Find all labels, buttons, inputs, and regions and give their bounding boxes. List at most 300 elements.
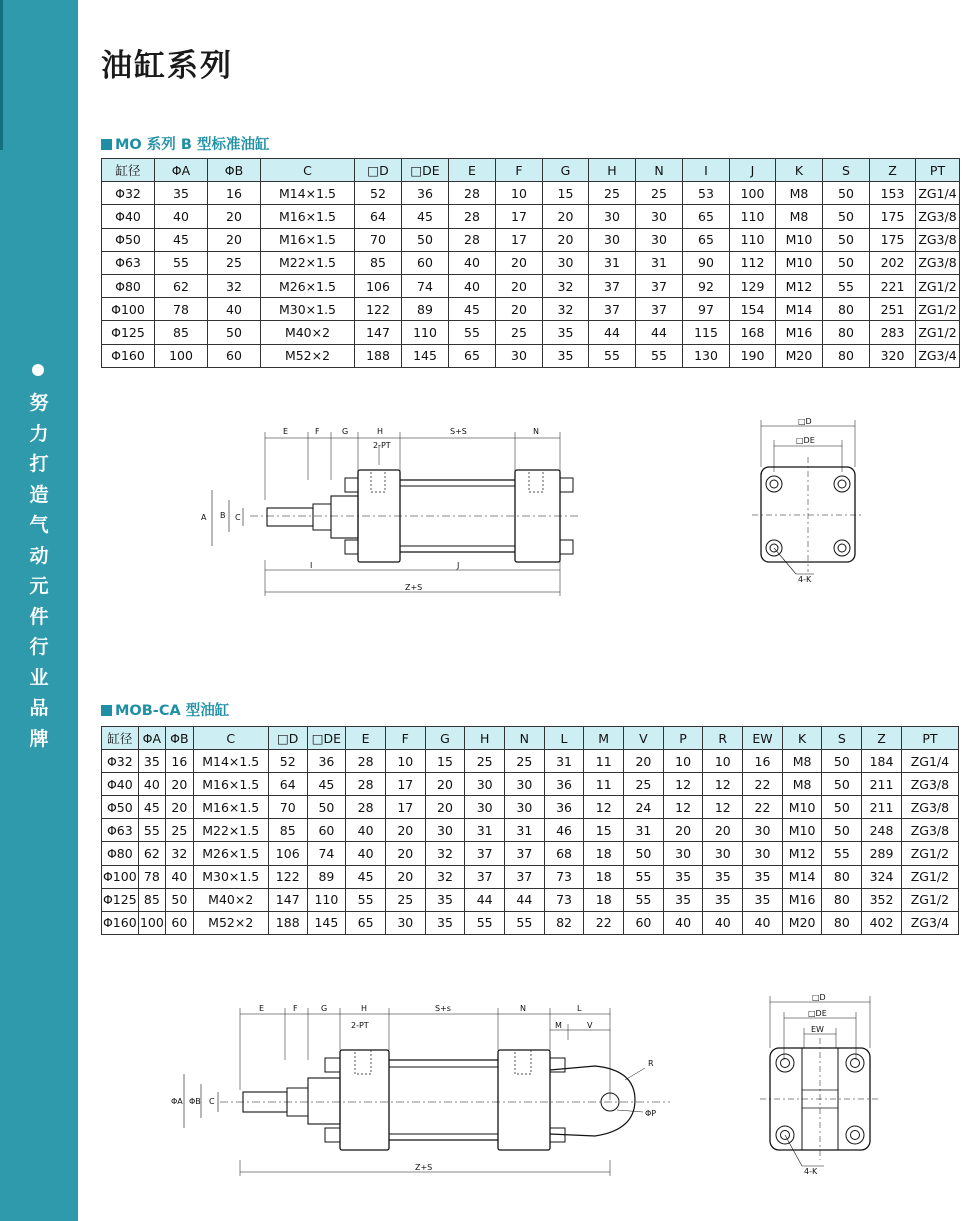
column-header: K bbox=[782, 727, 822, 750]
table-cell: 50 bbox=[402, 228, 449, 251]
table-cell: M8 bbox=[776, 205, 823, 228]
table-cell: 40 bbox=[449, 251, 496, 274]
table-cell: M8 bbox=[776, 182, 823, 205]
table-cell: 50 bbox=[166, 888, 193, 911]
table-cell: 20 bbox=[543, 228, 589, 251]
table-cell: M8 bbox=[782, 750, 822, 773]
table-cell: M30×1.5 bbox=[261, 298, 355, 321]
table-cell: 85 bbox=[355, 251, 402, 274]
table-cell: 55 bbox=[624, 888, 664, 911]
column-header: F bbox=[496, 159, 543, 182]
table-cell: 122 bbox=[268, 865, 307, 888]
table-cell: 65 bbox=[683, 205, 730, 228]
table-cell: 147 bbox=[355, 321, 402, 344]
table-cell: 18 bbox=[584, 865, 624, 888]
column-header: V bbox=[624, 727, 664, 750]
section1-title-text: MO 系列 B 型标准油缸 bbox=[115, 137, 270, 153]
table-cell: 50 bbox=[823, 228, 870, 251]
column-header: H bbox=[589, 159, 636, 182]
table-cell: 35 bbox=[663, 865, 703, 888]
table-cell: M10 bbox=[782, 819, 822, 842]
table-cell: 28 bbox=[449, 228, 496, 251]
table-cell: 24 bbox=[624, 796, 664, 819]
table-cell: 40 bbox=[138, 773, 165, 796]
mob-ca-side-view-drawing bbox=[165, 1000, 675, 1185]
table-cell: 35 bbox=[663, 888, 703, 911]
table-cell: 22 bbox=[743, 773, 783, 796]
table-cell: 18 bbox=[584, 842, 624, 865]
table-cell: 32 bbox=[425, 842, 465, 865]
table-cell: 92 bbox=[683, 274, 730, 297]
column-header: H bbox=[465, 727, 505, 750]
table-cell: M8 bbox=[782, 773, 822, 796]
table-cell: 55 bbox=[449, 321, 496, 344]
table-cell: Φ32 bbox=[102, 182, 155, 205]
table-cell: 37 bbox=[636, 298, 683, 321]
column-header: □DE bbox=[402, 159, 449, 182]
table-cell: 40 bbox=[346, 819, 386, 842]
column-header: EW bbox=[743, 727, 783, 750]
table-cell: 15 bbox=[425, 750, 465, 773]
dim-c-label: C bbox=[235, 513, 241, 522]
table-cell: 45 bbox=[402, 205, 449, 228]
table-cell: ZG1/2 bbox=[916, 298, 960, 321]
table-cell: ZG1/2 bbox=[901, 888, 958, 911]
table-cell: 25 bbox=[465, 750, 505, 773]
table-cell: 30 bbox=[636, 228, 683, 251]
table-cell: ZG3/4 bbox=[916, 344, 960, 367]
table-cell: 283 bbox=[870, 321, 916, 344]
table-row bbox=[102, 205, 960, 228]
table-cell: M16×1.5 bbox=[261, 205, 355, 228]
table-cell: 20 bbox=[166, 773, 193, 796]
table-cell: 153 bbox=[870, 182, 916, 205]
dim-b-label: B bbox=[220, 511, 226, 520]
dim-g-label: G bbox=[321, 1004, 328, 1013]
table-cell: 211 bbox=[862, 796, 902, 819]
dim-ew-label: EW bbox=[811, 1025, 824, 1034]
table-cell: ZG1/2 bbox=[916, 274, 960, 297]
table-cell: 55 bbox=[822, 842, 862, 865]
table-cell: 82 bbox=[544, 911, 584, 934]
table-cell: 20 bbox=[166, 796, 193, 819]
table-cell: 25 bbox=[385, 888, 425, 911]
column-header: M bbox=[584, 727, 624, 750]
table-row bbox=[102, 796, 959, 819]
table-cell: 18 bbox=[584, 888, 624, 911]
table-cell: 28 bbox=[346, 773, 386, 796]
table-cell: 28 bbox=[346, 796, 386, 819]
table-cell: 60 bbox=[166, 911, 193, 934]
table-cell: 110 bbox=[730, 228, 776, 251]
table-cell: ZG3/8 bbox=[901, 773, 958, 796]
table-cell: ZG1/2 bbox=[916, 321, 960, 344]
table-cell: 221 bbox=[870, 274, 916, 297]
table-cell: M16×1.5 bbox=[261, 228, 355, 251]
table-cell: 45 bbox=[449, 298, 496, 321]
table-cell: M52×2 bbox=[261, 344, 355, 367]
dim-i-label: I bbox=[310, 561, 313, 570]
table-cell: 202 bbox=[870, 251, 916, 274]
dim-j-label: J bbox=[457, 561, 460, 570]
table-cell: 175 bbox=[870, 228, 916, 251]
table-cell: 40 bbox=[743, 911, 783, 934]
page-title: 油缸系列 bbox=[101, 48, 233, 84]
table-cell: 55 bbox=[465, 911, 505, 934]
table-cell: 32 bbox=[543, 274, 589, 297]
table-cell: 37 bbox=[465, 842, 505, 865]
table-cell: 90 bbox=[683, 251, 730, 274]
table-cell: M30×1.5 bbox=[193, 865, 268, 888]
mo-b-spec-table bbox=[101, 158, 960, 368]
table-cell: 31 bbox=[624, 819, 664, 842]
table-cell: 89 bbox=[307, 865, 346, 888]
table-cell: 44 bbox=[465, 888, 505, 911]
table-cell: ZG3/8 bbox=[901, 796, 958, 819]
table-cell: 129 bbox=[730, 274, 776, 297]
table-cell: 37 bbox=[589, 298, 636, 321]
dim-e-label: E bbox=[259, 1004, 265, 1013]
dim-zs-label: Z+S bbox=[415, 1163, 433, 1172]
table-cell: 10 bbox=[703, 750, 743, 773]
table-header-row bbox=[102, 727, 959, 750]
dim-m-label: M bbox=[555, 1021, 562, 1030]
dim-e-label: E bbox=[283, 427, 289, 436]
table-cell: 20 bbox=[425, 773, 465, 796]
table-cell: 50 bbox=[822, 819, 862, 842]
section1-title bbox=[101, 133, 269, 154]
table-cell: ZG1/2 bbox=[901, 842, 958, 865]
table-cell: 60 bbox=[208, 344, 261, 367]
table-cell: 30 bbox=[703, 842, 743, 865]
table-cell: 30 bbox=[636, 205, 683, 228]
table-cell: 20 bbox=[385, 865, 425, 888]
table-cell: M22×1.5 bbox=[261, 251, 355, 274]
table-cell: 17 bbox=[496, 205, 543, 228]
column-header: C bbox=[261, 159, 355, 182]
dim-a-label: ΦA bbox=[171, 1097, 183, 1106]
table-cell: 31 bbox=[589, 251, 636, 274]
dim-pt-label: 2-PT bbox=[373, 441, 391, 450]
table-cell: 65 bbox=[346, 911, 386, 934]
table-row bbox=[102, 911, 959, 934]
table-cell: 40 bbox=[663, 911, 703, 934]
table-cell: ZG1/4 bbox=[916, 182, 960, 205]
table-cell: 45 bbox=[155, 228, 208, 251]
column-header: L bbox=[544, 727, 584, 750]
column-header: PT bbox=[901, 727, 958, 750]
table-cell: 20 bbox=[496, 251, 543, 274]
table-cell: 10 bbox=[496, 182, 543, 205]
table-cell: 211 bbox=[862, 773, 902, 796]
table-cell: 78 bbox=[138, 865, 165, 888]
table-cell: 46 bbox=[544, 819, 584, 842]
table-cell: 110 bbox=[402, 321, 449, 344]
table-cell: 32 bbox=[166, 842, 193, 865]
table-cell: M10 bbox=[776, 251, 823, 274]
table-cell: M16×1.5 bbox=[193, 773, 268, 796]
table-cell: M16 bbox=[782, 888, 822, 911]
table-cell: 30 bbox=[743, 819, 783, 842]
table-cell: 25 bbox=[166, 819, 193, 842]
column-header: I bbox=[683, 159, 730, 182]
mob-ca-spec-table bbox=[101, 726, 959, 935]
table-cell: 44 bbox=[589, 321, 636, 344]
table-cell: 35 bbox=[743, 865, 783, 888]
table-cell: 20 bbox=[543, 205, 589, 228]
table-cell: 145 bbox=[307, 911, 346, 934]
table-cell: 188 bbox=[268, 911, 307, 934]
table-cell: 80 bbox=[823, 344, 870, 367]
table-cell: 52 bbox=[268, 750, 307, 773]
table-cell: 40 bbox=[449, 274, 496, 297]
dim-k-label: 4-K bbox=[798, 575, 812, 584]
table-cell: 68 bbox=[544, 842, 584, 865]
dim-k-label: 4-K bbox=[804, 1167, 818, 1176]
table-cell: 85 bbox=[155, 321, 208, 344]
table-cell: 35 bbox=[543, 344, 589, 367]
table-cell: 130 bbox=[683, 344, 730, 367]
table-cell: 36 bbox=[544, 773, 584, 796]
table-cell: 85 bbox=[138, 888, 165, 911]
table-cell: 106 bbox=[355, 274, 402, 297]
column-header: C bbox=[193, 727, 268, 750]
table-cell: M40×2 bbox=[261, 321, 355, 344]
table-cell: 168 bbox=[730, 321, 776, 344]
table-cell: 50 bbox=[823, 251, 870, 274]
table-cell: 320 bbox=[870, 344, 916, 367]
table-cell: 12 bbox=[703, 796, 743, 819]
table-cell: Φ40 bbox=[102, 205, 155, 228]
column-header: N bbox=[504, 727, 544, 750]
table-cell: 62 bbox=[138, 842, 165, 865]
column-header: Z bbox=[870, 159, 916, 182]
dim-g-label: G bbox=[342, 427, 349, 436]
table-cell: 55 bbox=[636, 344, 683, 367]
table-cell: 52 bbox=[355, 182, 402, 205]
table-row bbox=[102, 182, 960, 205]
table-cell: Φ50 bbox=[102, 796, 139, 819]
dim-h-label: H bbox=[361, 1004, 368, 1013]
table-cell: 80 bbox=[823, 321, 870, 344]
table-cell: 31 bbox=[636, 251, 683, 274]
table-cell: 100 bbox=[155, 344, 208, 367]
table-cell: 25 bbox=[636, 182, 683, 205]
table-cell: 89 bbox=[402, 298, 449, 321]
table-cell: M26×1.5 bbox=[261, 274, 355, 297]
dim-d-label: □D bbox=[812, 993, 826, 1002]
table-cell: 40 bbox=[166, 865, 193, 888]
table-cell: Φ160 bbox=[102, 344, 155, 367]
table-cell: 55 bbox=[155, 251, 208, 274]
table-cell: 32 bbox=[208, 274, 261, 297]
table-cell: M40×2 bbox=[193, 888, 268, 911]
section2-title bbox=[101, 699, 229, 720]
sidebar-slogan: 努力打造气动元件行业品牌 bbox=[29, 392, 49, 750]
table-cell: 35 bbox=[425, 911, 465, 934]
table-cell: 30 bbox=[589, 205, 636, 228]
table-cell: 50 bbox=[624, 842, 664, 865]
dim-h-label: H bbox=[377, 427, 384, 436]
table-cell: 10 bbox=[663, 750, 703, 773]
dim-f-label: F bbox=[293, 1004, 298, 1013]
table-cell: 15 bbox=[543, 182, 589, 205]
table-cell: 31 bbox=[465, 819, 505, 842]
table-cell: 35 bbox=[155, 182, 208, 205]
table-cell: 20 bbox=[496, 298, 543, 321]
table-cell: 65 bbox=[683, 228, 730, 251]
table-cell: 30 bbox=[504, 773, 544, 796]
table-cell: 60 bbox=[307, 819, 346, 842]
table-cell: 30 bbox=[385, 911, 425, 934]
table-cell: 50 bbox=[822, 796, 862, 819]
dim-r-label: R bbox=[648, 1059, 654, 1068]
table-cell: 20 bbox=[496, 274, 543, 297]
table-row bbox=[102, 888, 959, 911]
table-cell: M10 bbox=[782, 796, 822, 819]
table-row bbox=[102, 228, 960, 251]
table-cell: 37 bbox=[636, 274, 683, 297]
table-cell: 324 bbox=[862, 865, 902, 888]
table-cell: 44 bbox=[504, 888, 544, 911]
table-cell: 55 bbox=[346, 888, 386, 911]
column-header: R bbox=[703, 727, 743, 750]
table-cell: M12 bbox=[782, 842, 822, 865]
table-cell: 80 bbox=[822, 888, 862, 911]
table-row bbox=[102, 773, 959, 796]
table-cell: 73 bbox=[544, 888, 584, 911]
table-row bbox=[102, 344, 960, 367]
table-cell: 37 bbox=[589, 274, 636, 297]
dim-n-label: N bbox=[533, 427, 539, 436]
table-cell: 11 bbox=[584, 750, 624, 773]
table-cell: 78 bbox=[155, 298, 208, 321]
table-cell: 22 bbox=[743, 796, 783, 819]
table-cell: 10 bbox=[385, 750, 425, 773]
mob-ca-end-view-drawing bbox=[760, 990, 880, 1180]
table-cell: 100 bbox=[730, 182, 776, 205]
table-cell: 36 bbox=[402, 182, 449, 205]
table-cell: M20 bbox=[782, 911, 822, 934]
table-cell: M14×1.5 bbox=[193, 750, 268, 773]
table-cell: 74 bbox=[402, 274, 449, 297]
table-cell: ZG3/8 bbox=[916, 205, 960, 228]
table-cell: 30 bbox=[496, 344, 543, 367]
table-cell: 70 bbox=[268, 796, 307, 819]
table-cell: 352 bbox=[862, 888, 902, 911]
dim-l-label: L bbox=[577, 1004, 582, 1013]
table-cell: 50 bbox=[823, 205, 870, 228]
table-cell: 37 bbox=[504, 865, 544, 888]
table-cell: 55 bbox=[138, 819, 165, 842]
dim-v-label: V bbox=[587, 1021, 593, 1030]
table-cell: 50 bbox=[823, 182, 870, 205]
table-row bbox=[102, 298, 960, 321]
column-header: □D bbox=[355, 159, 402, 182]
table-cell: 40 bbox=[703, 911, 743, 934]
column-header: □D bbox=[268, 727, 307, 750]
table-cell: 20 bbox=[385, 842, 425, 865]
table-cell: 32 bbox=[425, 865, 465, 888]
table-cell: ZG1/4 bbox=[901, 750, 958, 773]
table-cell: 147 bbox=[268, 888, 307, 911]
table-cell: 64 bbox=[268, 773, 307, 796]
table-cell: 154 bbox=[730, 298, 776, 321]
table-cell: M12 bbox=[776, 274, 823, 297]
table-row bbox=[102, 750, 959, 773]
table-cell: 50 bbox=[822, 773, 862, 796]
table-cell: 35 bbox=[703, 888, 743, 911]
table-cell: M10 bbox=[776, 228, 823, 251]
table-cell: 30 bbox=[663, 842, 703, 865]
table-cell: ZG3/8 bbox=[916, 228, 960, 251]
column-header: S bbox=[822, 727, 862, 750]
table-cell: 62 bbox=[155, 274, 208, 297]
column-header: N bbox=[636, 159, 683, 182]
column-header: E bbox=[449, 159, 496, 182]
table-cell: 110 bbox=[730, 205, 776, 228]
dim-c-label: C bbox=[209, 1097, 215, 1106]
table-cell: 50 bbox=[822, 750, 862, 773]
column-header: Z bbox=[862, 727, 902, 750]
table-cell: 190 bbox=[730, 344, 776, 367]
table-cell: 175 bbox=[870, 205, 916, 228]
table-cell: 80 bbox=[823, 298, 870, 321]
dim-b-label: ΦB bbox=[189, 1097, 201, 1106]
table-cell: M14 bbox=[782, 865, 822, 888]
section2-title-text: MOB-CA 型油缸 bbox=[115, 703, 230, 719]
dim-pt-label: 2-PT bbox=[351, 1021, 369, 1030]
table-cell: 25 bbox=[589, 182, 636, 205]
table-cell: 37 bbox=[465, 865, 505, 888]
table-cell: 35 bbox=[425, 888, 465, 911]
table-cell: Φ100 bbox=[102, 865, 139, 888]
column-header: P bbox=[663, 727, 703, 750]
table-cell: 25 bbox=[504, 750, 544, 773]
table-cell: ZG3/4 bbox=[901, 911, 958, 934]
table-cell: 25 bbox=[624, 773, 664, 796]
table-cell: 80 bbox=[822, 865, 862, 888]
table-cell: 35 bbox=[703, 865, 743, 888]
table-cell: 55 bbox=[504, 911, 544, 934]
table-cell: 53 bbox=[683, 182, 730, 205]
table-cell: Φ32 bbox=[102, 750, 139, 773]
table-cell: 17 bbox=[496, 228, 543, 251]
table-cell: 44 bbox=[636, 321, 683, 344]
column-header: F bbox=[385, 727, 425, 750]
table-cell: 289 bbox=[862, 842, 902, 865]
column-header: □DE bbox=[307, 727, 346, 750]
table-cell: Φ80 bbox=[102, 842, 139, 865]
column-header: 缸径 bbox=[102, 727, 139, 750]
table-cell: 40 bbox=[208, 298, 261, 321]
table-header-row bbox=[102, 159, 960, 182]
table-cell: M16 bbox=[776, 321, 823, 344]
table-cell: 30 bbox=[589, 228, 636, 251]
table-cell: 20 bbox=[208, 205, 261, 228]
dim-de-label: □DE bbox=[796, 436, 815, 445]
table-cell: M14 bbox=[776, 298, 823, 321]
table-cell: 20 bbox=[208, 228, 261, 251]
table-cell: M52×2 bbox=[193, 911, 268, 934]
column-header: J bbox=[730, 159, 776, 182]
dim-n-label: N bbox=[520, 1004, 526, 1013]
table-cell: ZG3/8 bbox=[916, 251, 960, 274]
table-cell: 37 bbox=[504, 842, 544, 865]
table-cell: 122 bbox=[355, 298, 402, 321]
column-header: ΦB bbox=[208, 159, 261, 182]
dim-d-label: □D bbox=[798, 417, 812, 426]
